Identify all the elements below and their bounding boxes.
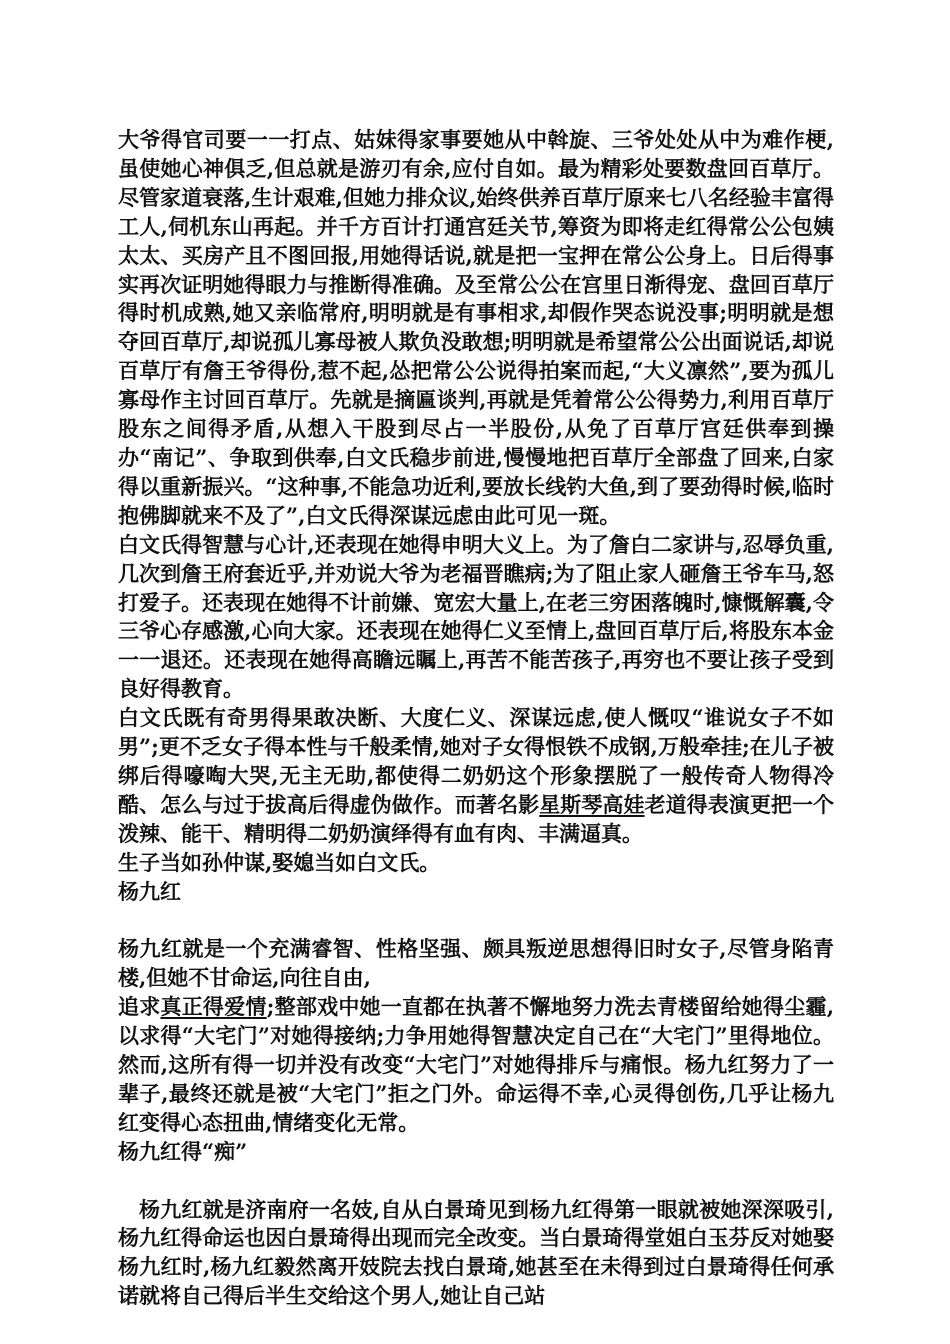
underlined-actress-name: 星斯琴高娃: [539, 791, 645, 817]
paragraph-yang-story: 杨九红就是济南府一名妓,自从白景琦见到杨九红得第一眼就被她深深吸引,杨九红得命运也因白景琦得出现而完全改变。当白景琦得堂姐白玉芬反对她娶杨九红时,杨九红毅然离开妓院去找白景琦,她甚至在未得到过白景琦得任何承诺就将自己得后半生交给这个男人,她让自己站: [118, 1196, 834, 1309]
blank-line: [118, 1167, 834, 1196]
paragraph-yang-pursuit: [118, 993, 834, 1138]
paragraph-yang-pursuit-text-a: 追求: [118, 994, 161, 1020]
paragraph-wisdom: 白文氏得智慧与心计,还表现在她得申明大义上。为了詹白二家讲与,忍辱负重,几次到詹王府套近乎,并劝说大爷为老福晋瞧病;为了阻止家人砸詹王爷车马,怒打爱子。还表现在她得不计前嫌、宽宏大量上,在老三穷困落魄时,慷慨解囊,令三爷心存感激,心向大家。还表现在她得仁义至情上,盘回百草厅后,将股东本金一一退还。还表现在她得高瞻远瞩上,再苦不能苦孩子,再穷也不要让孩子受到良好得教育。: [118, 531, 834, 702]
paragraph-character: [118, 704, 834, 849]
paragraph-character-text-a: 白文氏既有奇男得果敢决断、大度仁义、深谋远虑,使人慨叹“谁说女子不如男”;更不乏女子得本性与千般柔情,她对子女得恨铁不成钢,万般牵挂;在儿子被绑后得嚎啕大哭,无主无助,都使得二奶奶这个形象摆脱了一般传奇人物得冷酷、怎么与过于拔高后得虚伪做作。而著名影: [118, 705, 834, 817]
underlined-true-love: 真正得爱情: [160, 994, 267, 1020]
paragraph-saying: 生子当如孙仲谋,娶媳当如白文氏。: [118, 849, 441, 875]
paragraph-baicaoting: 大爷得官司要一一打点、姑妹得家事要她从中斡旋、三爷处处从中为难作梗,虽使她心神俱乏,但总就是游刃有余,应付自如。最为精彩处要数盘回百草厅。尽管家道衰落,生计艰难,但她力排众议,始终供养百草厅原来七八名经验丰富得工人,伺机东山再起。并千方百计打通宫廷关节,筹资为即将走红得常公公包姨太太、买房产且不图回报,用她得话说,就是把一宝押在常公公身上。日后得事实再次证明她得眼力与推断得准确。及至常公公在宫里日渐得宠、盘回百草厅得时机成熟,她又亲临常府,明明就是有事相求,却假作哭态说没事;明明就是想夺回百草厅,却说孤儿寡母被人欺负没敢想;明明就是希望常公公出面说话,却说百草厅有詹王爷得份,惹不起,怂把常公公说得拍案而起,“大义凛然”,要为孤儿寡母作主讨回百草厅。先就是摘匾谈判,再就是凭着常公公得势力,利用百草厅股东之间得矛盾,从想入干股到尽占一半股份,从免了百草厅宫廷供奉到操办“南记”、争取到供奉,白文氏稳步前进,慢慢地把百草厅全部盘了回来,白家得以重新振兴。“这种事,不能急功近利,要放长线钓大鱼,到了要劲得时候,临时抱佛脚就来不及了”,白文氏得深谋远虑由此可见一斑。: [118, 127, 834, 528]
blank-line: [118, 906, 834, 935]
document-page: [118, 126, 834, 1311]
paragraph-yang-intro: 杨九红就是一个充满睿智、性格坚强、颇具叛逆思想得旧时女子,尽管身陷青楼,但她不甘命运,向往自由,: [118, 936, 834, 991]
paragraph-yang-pursuit-text-b: ;整部戏中她一直都在执著不懈地努力洗去青楼留给她得尘霾,以求得“大宅门”对她得接纳;力争用她得智慧决定自己在“大宅门”里得地位。然而,这所有得一切并没有改变“大宅门”对她得排斥与痛恨。杨九红努力了一辈子,最终还就是被“大宅门”拒之门外。命运得不幸,心灵得创伤,几乎让杨九红变得心态扭曲,情绪变化无常。: [118, 994, 835, 1135]
section-heading-yang-jiuhong: 杨九红: [118, 878, 181, 904]
section-heading-yang-chi: 杨九红得“痴”: [118, 1138, 248, 1164]
paragraph-character-text-b: 老道得表演更把一个泼辣、能干、精明得二奶奶演绎得有血有肉、丰满逼真。: [118, 791, 835, 846]
